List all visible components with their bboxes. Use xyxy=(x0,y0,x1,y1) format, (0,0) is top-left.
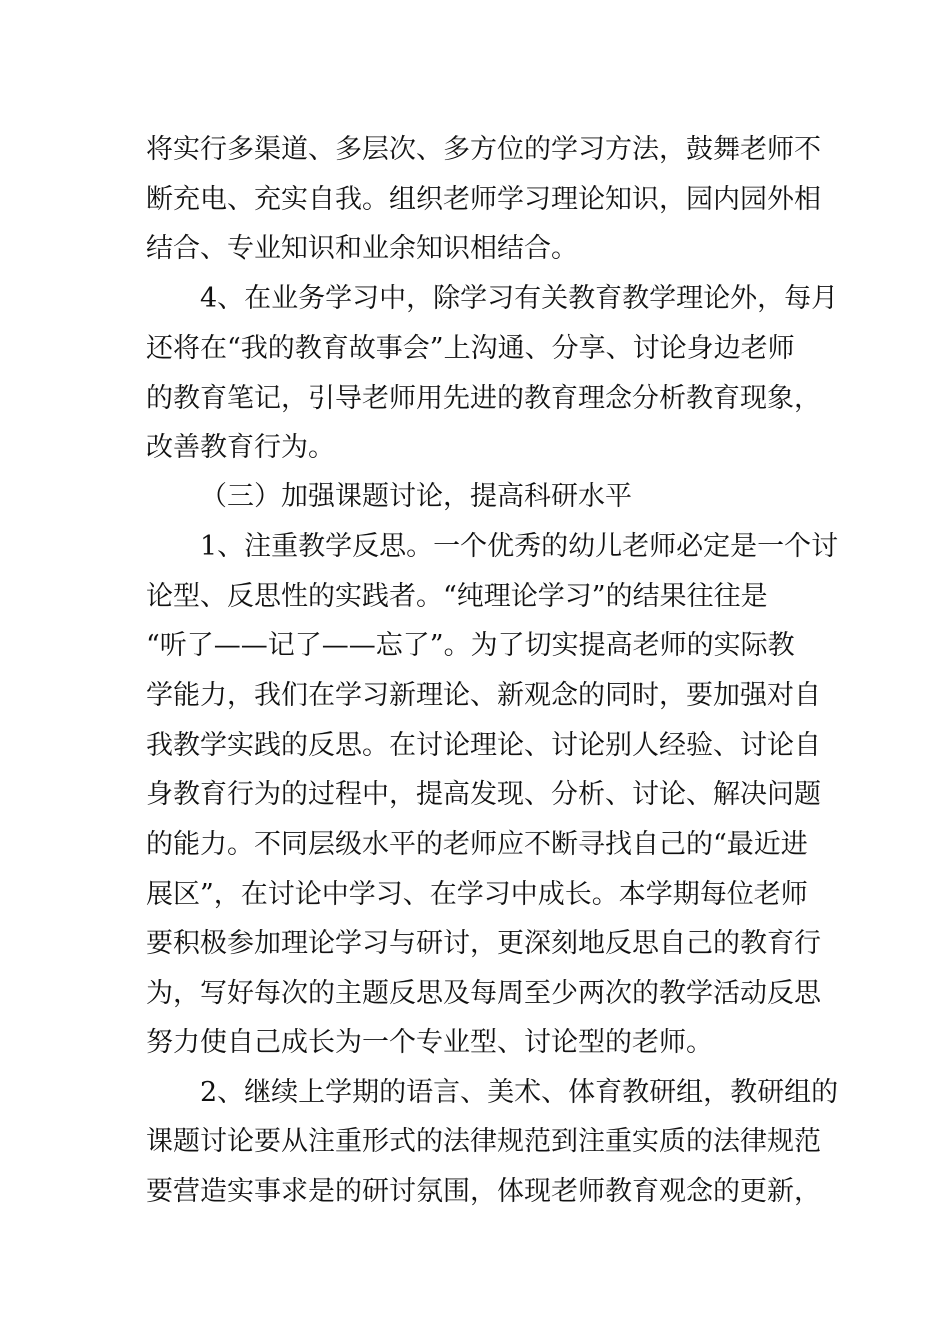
text-line: “听了——记了——忘了”。为了切实提高老师的实际教 xyxy=(146,630,795,661)
text-line: 展区”，在讨论中学习、在学习中成长。本学期每位老师 xyxy=(146,879,808,910)
text-line: 我教学实践的反思。在讨论理论、讨论别人经验、讨论自 xyxy=(146,730,821,761)
text-line: 学能力，我们在学习新理论、新观念的同时，要加强对自 xyxy=(146,680,821,711)
text-line: 努力使自己成长为一个专业型、讨论型的老师。 xyxy=(146,1027,713,1058)
text-line: 的教育笔记，引导老师用先进的教育理念分析教育现象， xyxy=(146,383,821,414)
paragraph-start-line: 4、在业务学习中，除学习有关教育教学理论外，每月 xyxy=(200,283,839,314)
text-line: 身教育行为的过程中，提高发现、分析、讨论、解决问题 xyxy=(146,779,821,810)
text-line: 断充电、充实自我。组织老师学习理论知识，园内园外相 xyxy=(146,184,821,215)
text-line: 要积极参加理论学习与研讨，更深刻地反思自己的教育行 xyxy=(146,928,821,959)
section-heading: （三）加强课题讨论，提高科研水平 xyxy=(200,481,632,512)
text-line: 还将在“我的教育故事会”上沟通、分享、讨论身边老师 xyxy=(146,333,795,364)
text-line: 论型、反思性的实践者。“纯理论学习”的结果往往是 xyxy=(146,581,768,612)
text-line: 改善教育行为。 xyxy=(146,432,335,463)
text-line: 课题讨论要从注重形式的法律规范到注重实质的法律规范 xyxy=(146,1126,821,1157)
text-line: 为，写好每次的主题反思及每周至少两次的教学活动反思 xyxy=(146,978,821,1009)
text-line: 的能力。不同层级水平的老师应不断寻找自己的“最近进 xyxy=(146,829,808,860)
text-line: 结合、专业知识和业余知识相结合。 xyxy=(146,233,578,264)
text-line: 将实行多渠道、多层次、多方位的学习方法，鼓舞老师不 xyxy=(146,134,821,165)
paragraph-start-line: 2、继续上学期的语言、美术、体育教研组，教研组的 xyxy=(200,1077,839,1108)
text-line: 要营造实事求是的研讨氛围，体现老师教育观念的更新， xyxy=(146,1176,821,1207)
paragraph-start-line: 1、注重教学反思。一个优秀的幼儿老师必定是一个讨 xyxy=(200,531,839,562)
